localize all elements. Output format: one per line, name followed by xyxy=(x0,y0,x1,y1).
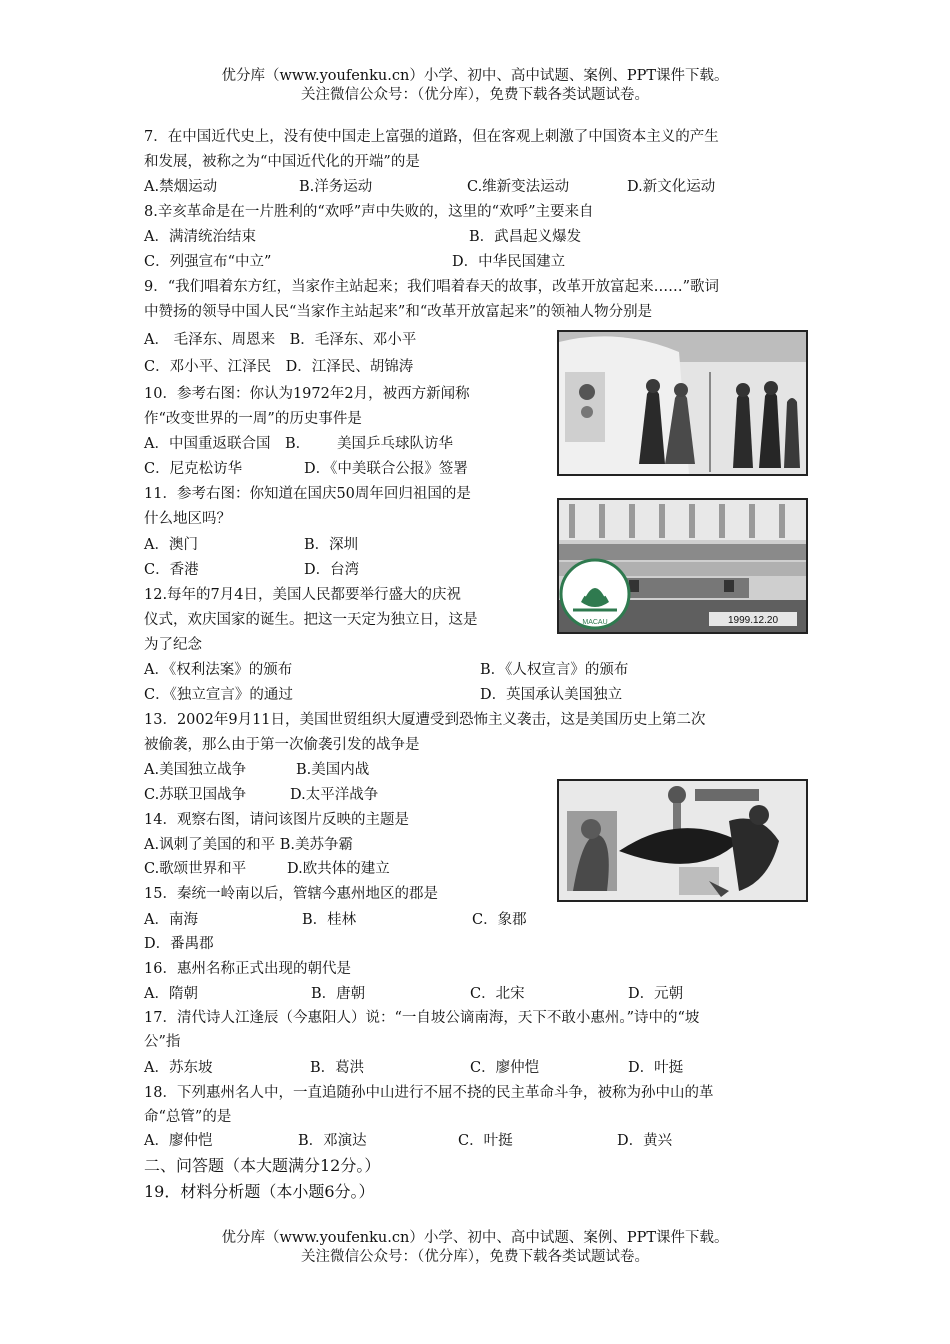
q7-option-c: C.维新变法运动 xyxy=(467,179,570,195)
q12-option-c: C．《独立宣言》的通过 xyxy=(144,687,293,703)
footer-line-2: 关注微信公众号：（优分库），免费下载各类试题试卷。 xyxy=(301,1249,649,1265)
q8-option-c: C．列强宣布“中立” xyxy=(144,254,272,270)
q18-option-b: B．邓演达 xyxy=(298,1133,367,1149)
q17-option-c: C．廖仲恺 xyxy=(470,1060,540,1076)
q14-option-d: D.欧共体的建立 xyxy=(287,861,390,877)
q15-option-b: B．桂林 xyxy=(302,912,357,928)
q12-option-a: A．《权利法案》的颁布 xyxy=(144,662,293,678)
q18-stem-1: 18．下列惠州名人中，一直追随孙中山进行不屈不挠的民主革命斗争，被称为孙中山的革 xyxy=(144,1085,714,1101)
section-2-heading: 二、问答题（本大题满分12分。） xyxy=(144,1156,381,1175)
q8-option-b: B．武昌起义爆发 xyxy=(469,229,582,245)
q17-option-d: D．叶挺 xyxy=(628,1060,684,1076)
q7-stem-1: 7．在中国近代史上，没有使中国走上富强的道路，但在客观上刺激了中国资本主义的产生 xyxy=(144,129,719,145)
q17-stem-1: 17．清代诗人江逢辰（今惠阳人）说：“一自坡公谪南海，天下不敢小惠州。”诗中的“坡 xyxy=(144,1010,700,1026)
q11-stem-2: 什么地区吗？ xyxy=(144,511,231,527)
q12-option-d: D．英国承认美国独立 xyxy=(480,687,623,703)
q16-option-b: B．唐朝 xyxy=(311,986,366,1002)
nixon-visit-photo-art xyxy=(559,332,806,474)
q17-option-b: B．葛洪 xyxy=(310,1060,365,1076)
q14-options-ab: A.讽刺了美国的和平 B.美苏争霸 xyxy=(144,837,353,853)
q9-stem-1: 9．“我们唱着东方红，当家作主站起来；我们唱着春天的故事，改革开放富起来……”歌词 xyxy=(144,279,720,295)
q12-stem-3: 为了纪念 xyxy=(144,637,202,653)
q9-options-cd: C．邓小平、江泽民 D．江泽民、胡锦涛 xyxy=(144,359,414,375)
header-line-2: 关注微信公众号：（优分库），免费下载各类试题试卷。 xyxy=(301,87,649,103)
q18-stem-2: 命“总管”的是 xyxy=(144,1109,232,1125)
macau-handover-photo xyxy=(557,498,808,634)
q8-option-a: A．满清统治结束 xyxy=(144,229,256,245)
q17-option-a: A．苏东坡 xyxy=(144,1060,213,1076)
q12-stem-2: 仪式，欢庆国家的诞生。把这一天定为独立日，这是 xyxy=(144,612,478,628)
nixon-visit-photo xyxy=(557,330,808,476)
q7-option-d: D.新文化运动 xyxy=(627,179,716,195)
macau-emblem-label: MACAU xyxy=(582,619,608,626)
cold-war-cartoon-art xyxy=(559,781,806,900)
q16-option-a: A．隋朝 xyxy=(144,986,198,1002)
q18-option-a: A．廖仲恺 xyxy=(144,1133,213,1149)
q16-option-d: D．元朝 xyxy=(628,986,684,1002)
q14-stem: 14．观察右图，请问该图片反映的主题是 xyxy=(144,812,409,828)
q11-option-b: B．深圳 xyxy=(304,537,359,553)
q19-heading: 19．材料分析题（本小题6分。） xyxy=(144,1182,375,1201)
q7-option-b: B.洋务运动 xyxy=(299,179,373,195)
q8-stem: 8.辛亥革命是在一片胜利的“欢呼”声中失败的，这里的“欢呼”主要来自 xyxy=(144,204,594,220)
q13-stem-2: 被偷袭，那么由于第一次偷袭引发的战争是 xyxy=(144,737,420,753)
q7-stem-2: 和发展，被称之为“中国近代化的开端”的是 xyxy=(144,154,420,170)
q14-option-c: C.歌颂世界和平 xyxy=(144,861,247,877)
q11-option-c: C．香港 xyxy=(144,562,199,578)
q17-stem-2: 公”指 xyxy=(144,1034,181,1050)
q12-option-b: B．《人权宣言》的颁布 xyxy=(480,662,629,678)
q15-stem: 15．秦统一岭南以后，管辖今惠州地区的郡是 xyxy=(144,886,438,902)
q11-stem-1: 11．参考右图：你知道在国庆50周年回归祖国的是 xyxy=(144,486,471,502)
q15-option-a: A．南海 xyxy=(144,912,198,928)
q18-option-d: D．黄兴 xyxy=(617,1133,673,1149)
q10-option-b-text: 美国乒乓球队访华 xyxy=(337,436,453,452)
q15-option-c: C．象郡 xyxy=(472,912,527,928)
q16-option-c: C．北宋 xyxy=(470,986,525,1002)
q16-stem: 16．惠州名称正式出现的朝代是 xyxy=(144,961,351,977)
q10-option-ab: A．中国重返联合国 B． xyxy=(144,436,311,452)
header-line-1: 优分库（www.youfenku.cn）小学、初中、高中试题、案例、PPT课件下载。 xyxy=(221,68,729,84)
q13-stem-1: 13．2002年9月11日，美国世贸组织大厦遭受到恐怖主义袭击，这是美国历史上第二次 xyxy=(144,712,706,728)
q9-options-ab: A． 毛泽东、周恩来 B．毛泽东、邓小平 xyxy=(144,332,417,348)
q11-option-d: D．台湾 xyxy=(304,562,360,578)
q15-option-d: D．番禺郡 xyxy=(144,936,214,952)
q10-option-d: D．《中美联合公报》签署 xyxy=(304,461,468,477)
q13-option-d: D.太平洋战争 xyxy=(290,787,379,803)
macau-date-label: 1999.12.20 xyxy=(727,615,779,626)
q18-option-c: C．叶挺 xyxy=(458,1133,513,1149)
q10-option-c: C．尼克松访华 xyxy=(144,461,243,477)
macau-handover-art xyxy=(559,500,806,632)
footer-line-1: 优分库（www.youfenku.cn）小学、初中、高中试题、案例、PPT课件下载。 xyxy=(221,1230,729,1246)
q10-stem-1: 10．参考右图：你认为1972年2月，被西方新闻称 xyxy=(144,386,470,402)
q13-option-b: B.美国内战 xyxy=(296,762,370,778)
q11-option-a: A．澳门 xyxy=(144,537,198,553)
q13-option-a: A.美国独立战争 xyxy=(144,762,247,778)
q13-option-c: C.苏联卫国战争 xyxy=(144,787,247,803)
q10-stem-2: 作“改变世界的一周”的历史事件是 xyxy=(144,411,362,427)
q7-option-a: A.禁烟运动 xyxy=(144,179,218,195)
q8-option-d: D．中华民国建立 xyxy=(452,254,566,270)
cold-war-cartoon xyxy=(557,779,808,902)
q12-stem-1: 12.每年的7月4日，美国人民都要举行盛大的庆祝 xyxy=(144,587,462,603)
q9-stem-2: 中赞扬的领导中国人民“当家作主站起来”和“改革开放富起来”的领袖人物分别是 xyxy=(144,304,653,320)
